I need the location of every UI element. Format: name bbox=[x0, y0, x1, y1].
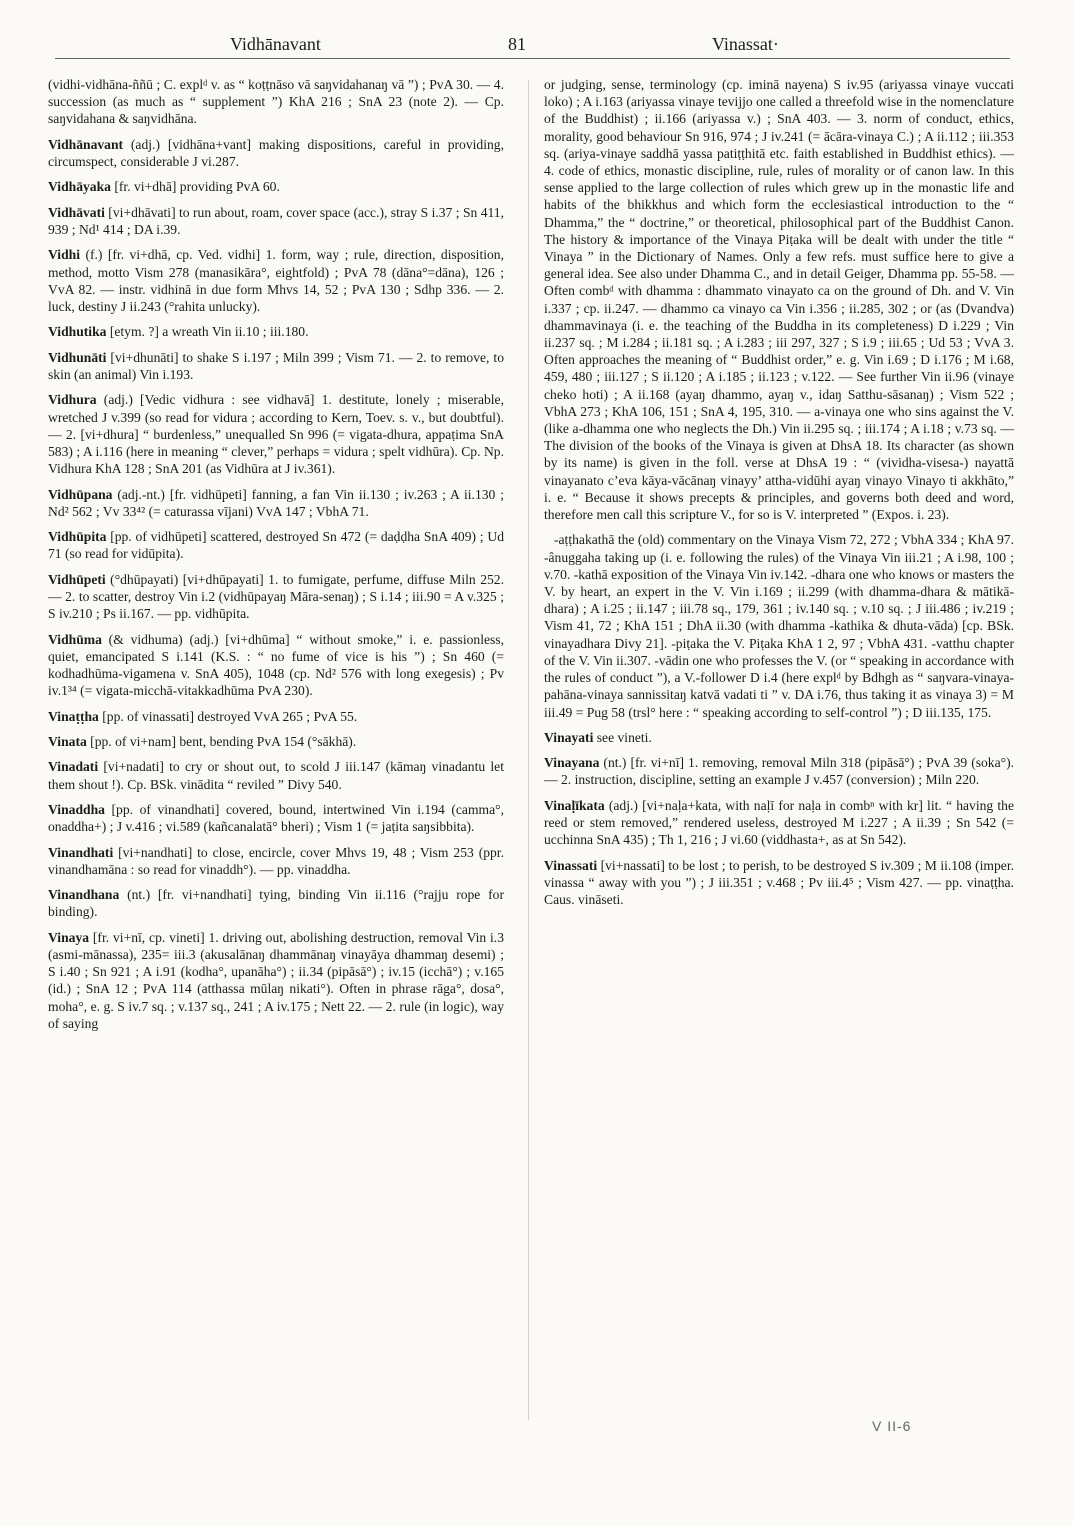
entry-text: (°dhūpayati) [vi+dhūpayati] 1. to fumigate, perfume, diffuse Miln 252. — 2. to scatter, destroy Vin i.2 (vidhūpayaŋ Māra-senaŋ) ; S i.14 ; iii.90 = A v.325 ; S iv.210 ; Ps ii.167. — pp. vidhūpita. bbox=[48, 571, 504, 622]
entry-text: (adj.) [Vedic vidhura : see vidhavā] 1. destitute, lonely ; miserable, wretched J v.399 (so read for vidura ; according to Kern, Toev. s. v., but doubtful). — 2. [vi+dhura] “ burdenless,” unequalled Sn 996 (= vigata-dhura, appaṭima SnA 583) ; A i.116 (here in meaning “ clever,” perhaps = vidura ; spelt vidhūra). Cp. Np. Vidhura KhA 128 ; SnA 201 (as Vidhūra at J iv.361). bbox=[48, 392, 504, 477]
entry-text: [fr. vi+dhā] providing PvA 60. bbox=[110, 179, 280, 195]
dictionary-entry bbox=[48, 631, 504, 700]
dictionary-entry bbox=[48, 929, 504, 1032]
entry-text: [vi+nassati] to be lost ; to perish, to be destroyed S iv.309 ; M ii.108 (imper. vinassa “ away with you ”) ; J iii.351 ; v.468 ; Pv iii.4⁵ ; Vism 427. — pp. vinaṭṭha. Caus. vināseti. bbox=[544, 857, 1014, 908]
dictionary-entry bbox=[544, 531, 1014, 720]
dictionary-entry bbox=[48, 886, 504, 920]
entry-headword: Vinassati bbox=[544, 857, 598, 873]
dictionary-entry bbox=[48, 708, 504, 725]
entry-headword: Vidhi bbox=[48, 247, 80, 263]
entry-headword: Vidhūpana bbox=[48, 486, 113, 502]
entry-text: (adj.) [vi+naḷa+kata, with naḷī for naḷa in combⁿ with kr] lit. “ having the reed or stem removed,” rendered useless, destroyed M i.227 ; A ii.39 ; Sn 542 (= ucchinna SnA 435) ; Th 1, 216 ; J vi.60 (viddhasta+, as at Sn 542). bbox=[544, 797, 1014, 848]
left-running-headword: Vidhānavant bbox=[230, 34, 321, 54]
right-column bbox=[544, 76, 1014, 916]
entry-text: [pp. of vidhūpeti] scattered, destroyed Sn 472 (= daḍḍha SnA 409) ; Ud 71 (so read for vidūpita). bbox=[48, 529, 504, 562]
entry-text: (f.) [fr. vi+dhā, cp. Ved. vidhi] 1. form, way ; rule, direction, disposition, method, motto Vism 278 (manasikāra°, eightfold) ; PvA 78 (dāna°=dāna), 126 ; VvA 82. — instr. vidhinā in due form Mhvs 14, 52 ; PvA 130 ; Sdhp 336. — 2. luck, destiny J ii.243 (°rahita unlucky). bbox=[48, 247, 504, 314]
dictionary-entry bbox=[48, 528, 504, 562]
entry-headword: Vidhāyaka bbox=[48, 179, 111, 195]
dictionary-entry bbox=[48, 136, 504, 170]
dictionary-entry bbox=[48, 758, 504, 792]
entry-headword: Vinandhati bbox=[48, 844, 114, 860]
entry-headword: Vidhūma bbox=[48, 631, 102, 647]
entry-headword: Vidhunāti bbox=[48, 349, 107, 365]
entry-headword: Vinayana bbox=[544, 755, 600, 771]
signature-mark: V II-6 bbox=[872, 1418, 912, 1434]
dictionary-entry bbox=[48, 246, 504, 315]
entry-text: [vi+nadati] to cry or shout out, to scold J iii.147 (kāmaŋ vinadantu let them shout !). Cp. BSk. vinādita “ reviled ” Divy 540. bbox=[48, 759, 504, 792]
entry-text: (adj.) [vidhāna+vant] making dispositions, careful in providing, circumspect, considerable J vi.287. bbox=[48, 136, 504, 169]
entry-headword: Vidhutika bbox=[48, 324, 107, 340]
entry-text: [vi+dhunāti] to shake S i.197 ; Miln 399 ; Vism 71. — 2. to remove, to skin (an animal) Vin i.193. bbox=[48, 349, 504, 382]
entry-headword: Vidhānavant bbox=[48, 136, 124, 152]
entry-text: (nt.) [fr. vi+nī] 1. removing, removal Miln 318 (pipāsā°) ; PvA 39 (soka°). — 2. instruction, discipline, setting an example J v.457 (conversion) ; Miln 220. bbox=[544, 755, 1014, 788]
entry-text: [pp. of vi+nam] bent, bending PvA 154 (°sākhā). bbox=[86, 733, 357, 749]
dictionary-entry bbox=[544, 729, 1014, 746]
entry-text: see vineti. bbox=[593, 729, 652, 745]
entry-headword: Vidhūpeti bbox=[48, 571, 106, 587]
entry-text: [vi+nandhati] to close, encircle, cover Mhvs 19, 48 ; Vism 253 (ppr. vinandhamāna : so read for vinaddh°). — pp. vinaddha. bbox=[48, 844, 504, 877]
dictionary-entry bbox=[48, 76, 504, 128]
dictionary-entry bbox=[544, 76, 1014, 523]
entry-headword: Vidhūpita bbox=[48, 529, 107, 545]
dictionary-entry bbox=[48, 844, 504, 878]
entry-headword: Vidhura bbox=[48, 392, 97, 408]
entry-text: [pp. of vinandhati] covered, bound, intertwined Vin i.194 (camma°, onaddha+) ; J v.416 ; vi.589 (kañcanalatā° bheri) ; Vism 1 (= jaṭita saŋsibbita). bbox=[48, 801, 504, 835]
column-divider bbox=[528, 80, 529, 1420]
dictionary-entry bbox=[544, 754, 1014, 788]
dictionary-entry bbox=[48, 571, 504, 623]
entry-headword: Vinaḷīkata bbox=[544, 797, 605, 813]
dictionary-entry bbox=[48, 178, 504, 195]
entry-headword: Vinadati bbox=[48, 759, 99, 775]
dictionary-entry bbox=[48, 391, 504, 477]
entry-text: (nt.) [fr. vi+nandhati] tying, binding Vin ii.116 (°rajju rope for binding). bbox=[48, 887, 504, 920]
dictionary-entry bbox=[48, 349, 504, 383]
page-number: 81 bbox=[508, 34, 526, 54]
dictionary-entry bbox=[48, 323, 504, 340]
dictionary-entry bbox=[544, 857, 1014, 909]
dictionary-entry bbox=[48, 733, 504, 750]
right-running-headword: Vinassat· bbox=[712, 34, 779, 54]
entry-headword: Vinandhana bbox=[48, 887, 120, 903]
entry-text: [fr. vi+nī, cp. vineti] 1. driving out, abolishing destruction, removal Vin i.3 (asmi-mānassa), 235= iii.3 (akusalānaŋ dhammānaŋ vinayāya dhammaŋ desemi) ; S i.40 ; Sn 921 ; A i.91 (kodha°, upanāha°) ; ii.34 (pipāsā°) ; iv.15 (icchā°) ; v.165 (id.) ; SnA 12 ; PvA 114 (atthassa mūlaŋ nikati°). Often in phrase rāga°, dosa°, moha°, e. g. S iv.7 sq. ; v.137 sq., 241 ; A iv.175 ; Nett 22. — 2. rule (in logic), way of saying bbox=[48, 929, 504, 1031]
entry-text: or judging, sense, terminology (cp. iminā nayena) S iv.95 (ariyassa vinaye vuccati loko) ; A i.163 (ariyassa vinaye tevijjo one called a threefold wise in the nomenclature of the Buddhist) ; ii.166 (ariyassa v.) ; SnA 403. — 3. norm of conduct, ethics, morality, good behaviour Sn 916, 974 ; J iv.241 (= ācāra-vinaya C.) ; A ii.112 ; iii.353 sq. (ariya-vinaye saddhā yassa patiṭṭhitā etc. faith established in Buddhist ethics). — 4. code of ethics, monastic discipline, rule, rules of morality or of canon law. In this sense applied to the large collection of rules which grew up in the monastic life and habits of the bhikkhus and which form the ecclesiastical introduction to the “ Dhamma,” the “ doctrine,” or theoretical, philosophical part of the Buddhist Canon. The history & importance of the Vinaya Piṭaka will be dealt with under the title “ Vinaya ” in the Dictionary of Names. Only a few refs. must suffice here to give a general idea. See also under Dhamma C., and in detail Geiger, Dhamma pp. 55-58. — Often combᵈ with dhamma : dhammato vinayato ca on the ground of Dh. and V. Vin i.337 ; cp. ii.247. — dhammo ca vinayo ca Vin i.356 ; ii.285, 302 ; or (as (Dvandva) dhammavinaya (i. e. the teaching of the Buddha in its completeness) D i.229 ; Vin ii.237 sq. ; M i.284 ; ii.181 sq. ; A i.283 ; iii 297, 327 ; S i.9 ; iii.65 ; Ud 53 ; VvA 3. Often approaches the meaning of “ Buddhist order,” e. g. Vin i.69 ; D i.176 ; M i.68, 459, 480 ; iii.127 ; S ii.120 ; A i.185 ; ii.123 ; v.122. — See further Vin ii.96 (vinaye cheko hoti) ; A ii.168 (ayaŋ dhammo, ayaŋ v., idaŋ Satthu-sāsanaŋ) ; Vism 522 ; VbhA 273 ; KhA 106, 151 ; SnA 4, 195, 310. — a-vinaya one who sins against the V. (like a-dhamma one who neglects the Dh.) Vin ii.295 sq. ; iii.174 ; A i.18 ; v.73 sq. — The division of the books of the Vinaya is given at DhsA 18. Its character (as shown by its name) is given in the foll. verse at DhsA 19 : “ (vividha-visesa-) nayattā vinayanato c’eva kāya-vācānaŋ vinayy’ attha-vidūhi ayaŋ vinayo Vinayo ti akkhāto,” i. e. “ Because it shows precepts & principles, and governs both deed and word, therefore men call this scripture V., for so is V. interpreted ” (Expos. i. 23). bbox=[544, 77, 1014, 523]
entry-text: [pp. of vinassati] destroyed VvA 265 ; PvA 55. bbox=[98, 708, 358, 724]
dictionary-entry bbox=[48, 204, 504, 238]
entry-headword: Vinayati bbox=[544, 729, 594, 745]
entry-text: (adj.-nt.) [fr. vidhūpeti] fanning, a fan Vin ii.130 ; iv.263 ; A ii.130 ; Nd² 562 ; Vv 33⁴² (= caturassa vījani) VvA 147 ; VbhA 71. bbox=[48, 486, 504, 519]
entry-headword: Vidhāvati bbox=[48, 204, 105, 220]
header-rule bbox=[55, 58, 1010, 59]
entry-text: [vi+dhāvati] to run about, roam, cover space (acc.), stray S i.37 ; Sn 411, 939 ; Nd¹ 414 ; DA i.39. bbox=[48, 204, 504, 237]
entry-headword: Vinaddha bbox=[48, 801, 105, 817]
dictionary-entry bbox=[544, 797, 1014, 849]
entry-text: [etym. ?] a wreath Vin ii.10 ; iii.180. bbox=[106, 324, 309, 340]
entry-headword: Vinata bbox=[48, 733, 87, 749]
dictionary-entry bbox=[48, 801, 504, 835]
entry-text: (vidhi-vidhāna-ññū ; C. explᵈ v. as “ koṭṭnāso vā saŋvidahanaŋ vā ”) ; PvA 30. — 4. succession (as much as “ supplement ”) KhA 216 ; SnA 23 (note 2). — Cp. saŋvidahana & saŋvidhāna. bbox=[48, 77, 504, 127]
left-column bbox=[48, 76, 504, 1040]
entry-headword: Vinaya bbox=[48, 929, 90, 945]
running-header bbox=[0, 30, 1073, 60]
entry-text: -aṭṭhakathā the (old) commentary on the Vinaya Vism 72, 272 ; VbhA 334 ; KhA 97. -ânuggaha taking up (i. e. following the rules) of the Vinaya Vin iii.21 ; A i.98, 100 ; v.70. -kathā exposition of the Vinaya Vin iv.142. -dhara one who knows or masters the V. by heart, an expert in the V. Vin i.169 ; ii.299 (with dhamma-dhara & mātikā-dhara) ; A i.25 ; ii.147 ; iii.78 sq., 179, 361 ; iv.140 sq. ; v.10 sq. ; J iii.486 ; iv.219 ; Vism 41, 72 ; KhA 151 ; DhA ii.30 (with dhamma -kathika & dhuta-vāda) [cp. BSk. vinayadhara Divy 21]. -piṭaka the V. Piṭaka KhA 1 2, 97 ; VbhA 431. -vatthu chapter of the V. Vin ii.307. -vādin one who professes the V. (or “ speaking in accordance with the rules of conduct ”), a V.-follower D i.4 (here explᵈ by Bdhgh as “ saŋvara-vinaya-pahāna-vinaya sannissitaŋ katvā vadati ti ” v. DA i.76, thus taking it as vinaya 3) = M iii.49 = Pug 58 (trsl° here : “ speaking according to self-control ”) ; D iii.135, 175. bbox=[544, 532, 1014, 720]
dictionary-entry bbox=[48, 486, 504, 520]
entry-headword: Vinaṭṭha bbox=[48, 708, 99, 724]
entry-text: (& vidhuma) (adj.) [vi+dhūma] “ without smoke,” i. e. passionless, quiet, emancipated S i.141 (K.S. : “ no fume of vice is his ”) ; Sn 460 (= kodhadhūma-vigamena v. SnA 405), 1048 (cp. Nd² 576 with long exegesis) ; Pv iv.1³⁴ (= vigata-micchā-vitakkadhūma PvA 230). bbox=[48, 631, 504, 699]
